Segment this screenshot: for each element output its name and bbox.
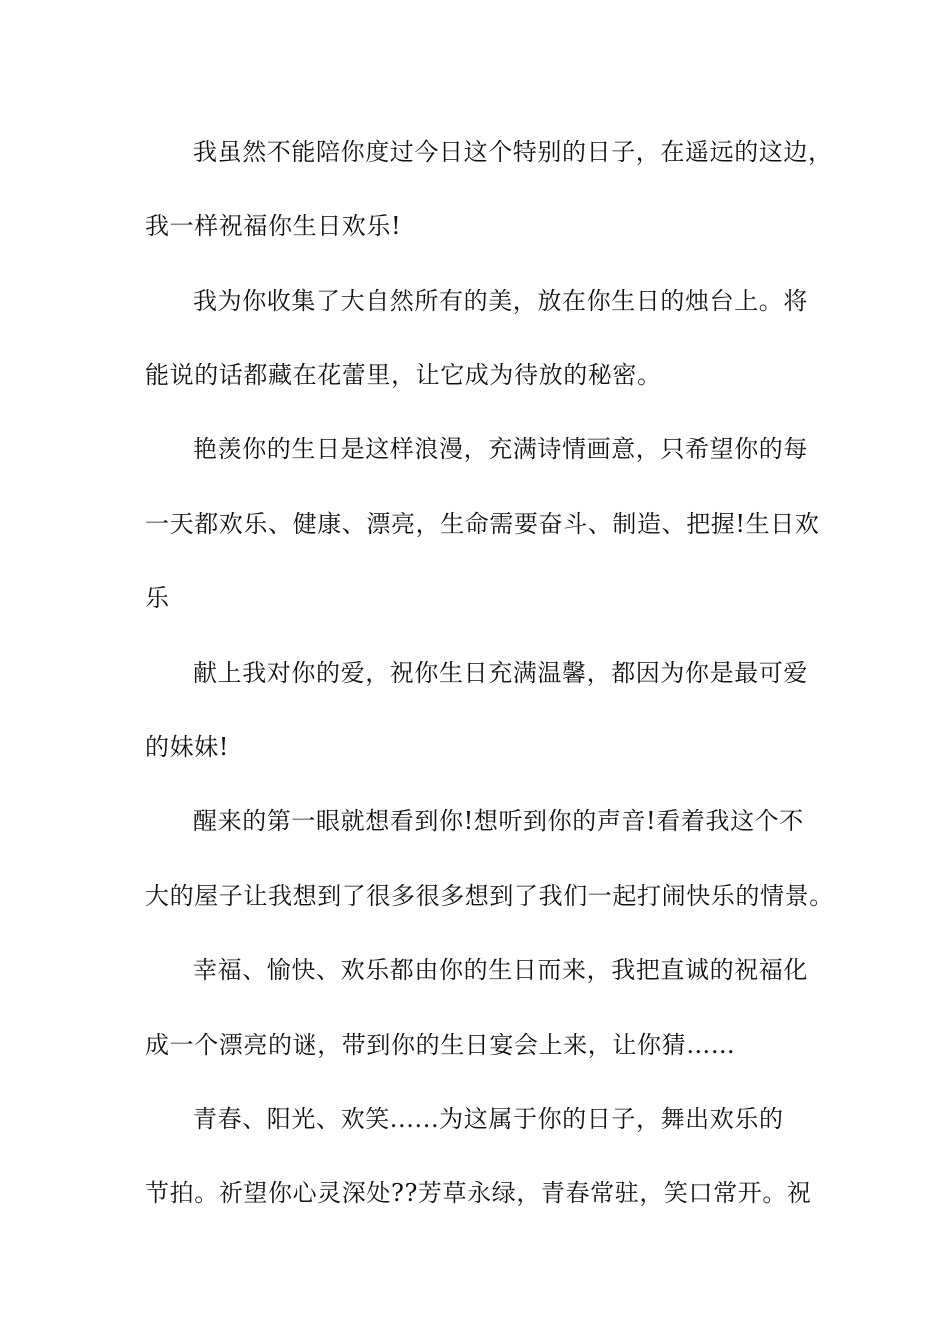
paragraph-5-line-1: 醒来的第一眼就想看到你!想听到你的声音!看着我这个不 [193,807,804,835]
paragraph-2-line-1: 我为你收集了大自然所有的美，放在你生日的烛台上。将 [193,287,808,315]
paragraph-7-line-1: 青春、阳光、欢笑......为这属于你的日子，舞出欢乐的 [193,1105,784,1133]
paragraph-2-line-2: 能说的话都藏在花蕾里，让它成为待放的秘密。 [145,361,662,389]
paragraph-3-line-2: 一天都欢乐、健康、漂亮，生命需要奋斗、制造、把握!生日欢 [145,510,820,538]
paragraph-5-line-2: 大的屋子让我想到了很多很多想到了我们一起打闹快乐的情景。 [145,882,834,910]
paragraph-1-line-2: 我一样祝福你生日欢乐! [145,212,402,240]
paragraph-1-line-1: 我虽然不能陪你度过今日这个特别的日子，在遥远的这边， [193,138,833,166]
paragraph-3-line-3: 乐 [145,584,170,612]
paragraph-3-line-1: 艳羡你的生日是这样浪漫，充满诗情画意，只希望你的每 [193,435,808,463]
paragraph-4-line-1: 献上我对你的爱，祝你生日充满温馨，都因为你是最可爱 [193,659,808,687]
paragraph-6-line-2: 成一个漂亮的谜，带到你的生日宴会上来，让你猜…… [145,1031,736,1059]
paragraph-6-line-1: 幸福、愉快、欢乐都由你的生日而来，我把直诚的祝福化 [193,956,808,984]
paragraph-4-line-2: 的妹妹! [145,733,230,761]
paragraph-7-line-2: 节拍。祈望你心灵深处??芳草永绿，青春常驻，笑口常开。祝 [145,1179,812,1207]
